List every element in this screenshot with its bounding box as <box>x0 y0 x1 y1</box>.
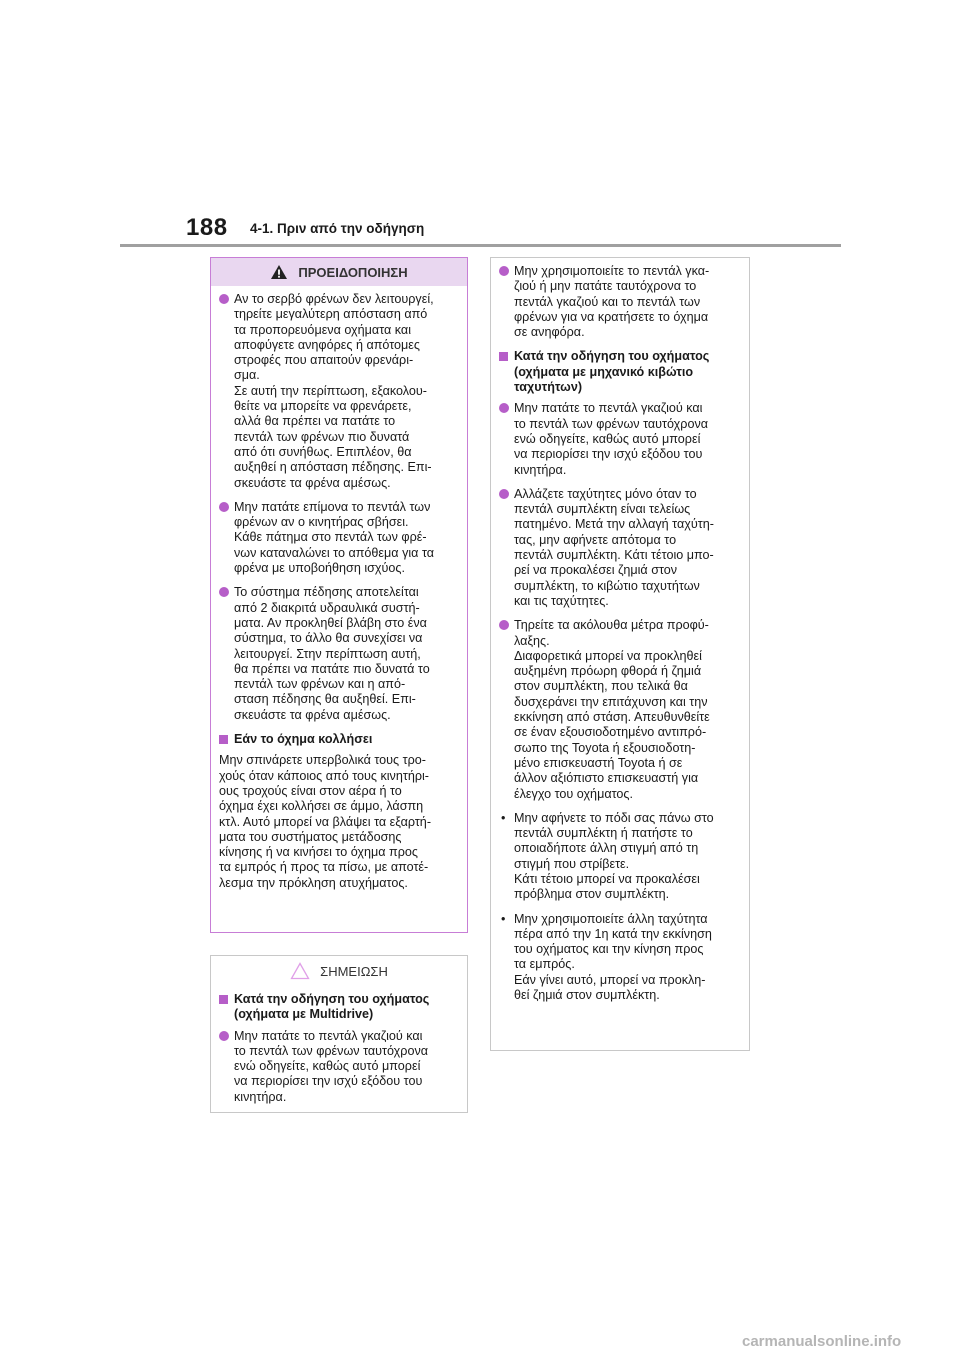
text-line: χούς όταν κάποιος από τους κινητήρι- <box>219 768 429 783</box>
warning-content <box>211 286 467 891</box>
list-item <box>499 811 741 903</box>
text-line: συμπλέκτη, το κιβώτιο ταχυτήτων <box>514 578 700 593</box>
text-line: εκκίνηση από στάση. Απευθυνθείτε <box>514 710 710 725</box>
warning-title: ΠΡΟΕΙΔΟΠΟΙΗΣΗ <box>298 264 408 280</box>
list-item <box>219 585 459 723</box>
text-line: σκευάστε τα φρένα αμέσως. <box>234 707 391 722</box>
text-line: πεντάλ γκαζιού και το πεντάλ των <box>514 294 701 309</box>
round-bullet-icon <box>499 620 509 630</box>
text-line: σύστημα, το άλλο θα συνεχίσει να <box>234 631 423 646</box>
small-dot-bullet-icon: • <box>501 911 506 926</box>
text-line: φρένα με υποβοήθηση ισχύος. <box>234 561 405 576</box>
text-line: αυξηθεί η απόσταση πέδησης. Επι- <box>234 460 432 475</box>
text-line: φρένων αν ο κινητήρας σβήσει. <box>234 515 409 530</box>
list-item <box>219 1029 459 1105</box>
right-content <box>491 258 749 1003</box>
paragraph <box>219 753 459 891</box>
page-number: 188 <box>186 214 228 241</box>
text-line: ματα. Αν προκληθεί βλάβη στο ένα <box>234 615 427 630</box>
text-line: θα πρέπει να πατάτε πιο δυνατά το <box>234 661 430 676</box>
text-line: ματα του συστήματος μετάδοσης <box>219 829 402 844</box>
text-line: το πεντάλ των φρένων ταυτόχρονα <box>514 416 709 431</box>
text-line: λαξης. <box>514 633 550 648</box>
square-bullet-icon <box>499 352 508 361</box>
warning-header <box>211 258 467 286</box>
text-line: τηρείτε μεγαλύτερη απόσταση από <box>234 307 428 322</box>
caution-triangle-icon <box>290 962 310 980</box>
note-content <box>211 986 467 1105</box>
text-line: Μην πατάτε επίμονα το πεντάλ των <box>234 499 431 514</box>
text-line: φρένων για να κρατήσετε το όχημα <box>514 309 709 324</box>
text-line: αποφύγετε ανηφόρες ή απότομες <box>234 337 420 352</box>
text-line: σε έναν εξουσιοδοτημένο αντιπρό- <box>514 725 707 740</box>
text-line: σκευάστε τα φρένα αμέσως. <box>234 475 391 490</box>
round-bullet-icon <box>499 266 509 276</box>
text-line: κινητήρα. <box>234 1089 287 1104</box>
text-line: (οχήματα με Multidrive) <box>234 1007 374 1022</box>
text-line: πεντάλ συμπλέκτη. Κάτι τέτοιο μπο- <box>514 548 714 563</box>
text-line: Εάν το όχημα κολλήσει <box>234 732 373 747</box>
text-line: πεντάλ συμπλέκτη είναι τελείως <box>514 502 691 517</box>
text-line: στιγμή που στρίβετε. <box>514 856 630 871</box>
round-bullet-icon <box>219 502 229 512</box>
round-bullet-icon <box>219 587 229 597</box>
round-bullet-icon <box>499 403 509 413</box>
list-item <box>499 401 741 477</box>
text-line: να περιορίσει την ισχύ εξόδου του <box>514 447 703 462</box>
text-line: Μην χρησιμοποιείτε το πεντάλ γκα- <box>514 264 710 278</box>
text-line: πεντάλ των φρένων πιο δυνατά <box>234 429 410 444</box>
text-line: Το σύστημα πέδησης αποτελείται <box>234 585 419 600</box>
text-line: τα προπορευόμενα οχήματα και <box>234 322 412 337</box>
text-line: κτλ. Αυτό μπορεί να βλάψει τα εξαρτή- <box>219 814 432 829</box>
text-line: να περιορίσει την ισχύ εξόδου του <box>234 1074 423 1089</box>
text-line: σε ανηφόρα. <box>514 325 585 340</box>
right-column-box <box>490 257 750 1051</box>
text-line: άλλον αξιόπιστο επισκευαστή για <box>514 771 699 786</box>
list-item <box>219 292 459 491</box>
subheading <box>219 732 459 747</box>
text-line: κινητήρα. <box>514 462 567 477</box>
text-line: Κατά την οδήγηση του οχήματος <box>234 992 430 1006</box>
text-line: Κατά την οδήγηση του οχήματος <box>514 349 710 364</box>
round-bullet-icon <box>219 294 229 304</box>
text-line: σταση πέδησης θα αυξηθεί. Επι- <box>234 692 416 707</box>
list-item <box>499 912 741 1004</box>
list-item <box>219 500 459 576</box>
text-line: πεντάλ συμπλέκτη ή πατήστε το <box>514 826 693 841</box>
text-line: από 2 διακριτά υδραυλικά συστή- <box>234 600 420 615</box>
text-line: τα εμπρός ή προς τα πίσω, με αποτέ- <box>219 860 429 875</box>
text-line: στροφές που απαιτούν φρενάρι- <box>234 353 414 368</box>
note-title: ΣΗΜΕΙΩΣΗ <box>320 963 388 979</box>
text-line: τα εμπρός. <box>514 957 575 972</box>
square-bullet-icon <box>219 995 228 1004</box>
text-line: του οχήματος και την κίνηση προς <box>514 942 704 957</box>
text-line: ους τροχούς είναι στον αέρα ή το <box>219 783 402 798</box>
text-line: έλεγχο του οχήματος. <box>514 786 633 801</box>
text-line: μένο επισκευαστή Toyota ή σε <box>514 755 683 770</box>
warning-triangle-icon <box>270 264 288 280</box>
text-line: Μην πατάτε το πεντάλ γκαζιού και <box>234 1028 423 1043</box>
text-line: Μην σπινάρετε υπερβολικά τους τρο- <box>219 753 426 768</box>
text-line: θείτε να μπορείτε να φρενάρετε, <box>234 399 412 414</box>
round-bullet-icon <box>499 489 509 499</box>
text-line: ενώ οδηγείτε, καθώς αυτό μπορεί <box>514 431 701 446</box>
text-line: το πεντάλ των φρένων ταυτόχρονα <box>234 1043 429 1058</box>
text-line: Κάτι τέτοιο μπορεί να προκαλέσει <box>514 871 700 886</box>
text-line: λειτουργεί. Στην περίπτωση αυτή, <box>234 646 421 661</box>
text-line: αυξημένη πρόωρη φθορά ή ζημιά <box>514 664 702 679</box>
list-item <box>499 264 741 340</box>
text-line: ζιού ή μην πατάτε ταυτόχρονα το <box>514 279 697 294</box>
text-line: σμα. <box>234 368 260 383</box>
section-title: 4-1. Πριν από την οδήγηση <box>250 221 425 236</box>
text-line: Διαφορετικά μπορεί να προκληθεί <box>514 648 702 663</box>
text-line: ρεί να προκαλέσει ζημιά στον <box>514 563 678 578</box>
subheading <box>499 349 741 395</box>
text-line: Αν το σερβό φρένων δεν λειτουργεί, <box>234 292 434 306</box>
text-line: όχημα έχει κολλήσει σε άμμο, λάσπη <box>219 799 424 814</box>
text-line: νων καταναλώνει το απόθεμα για τα <box>234 545 435 560</box>
text-line: Μην αφήνετε το πόδι σας πάνω στο <box>514 810 714 825</box>
round-bullet-icon <box>219 1031 229 1041</box>
text-line: οποιαδήποτε άλλη στιγμή από τη <box>514 841 699 856</box>
text-line: στον συμπλέκτη, που τελικά θα <box>514 679 688 694</box>
text-line: δυσχεράνει την επιτάχυνση και την <box>514 694 708 709</box>
text-line: πατημένο. Μετά την αλλαγή ταχύτη- <box>514 517 714 532</box>
list-item <box>499 487 741 609</box>
note-box <box>210 955 468 1113</box>
note-header <box>211 956 467 986</box>
text-line: Εάν γίνει αυτό, μπορεί να προκλη- <box>514 972 706 987</box>
square-bullet-icon <box>219 735 228 744</box>
text-line: τας, μην αφήνετε απότομα το <box>514 532 677 547</box>
text-line: θεί ζημιά στον συμπλέκτη. <box>514 988 660 1003</box>
text-line: (οχήματα με μηχανικό κιβώτιο <box>514 364 694 379</box>
header-rule <box>120 244 841 247</box>
text-line: ταχυτήτων) <box>514 380 583 395</box>
text-line: Κάθε πάτημα στο πεντάλ των φρέ- <box>234 530 427 545</box>
list-item <box>499 618 741 802</box>
text-line: αλλά θα πρέπει να πατάτε το <box>234 414 396 429</box>
warning-box <box>210 257 468 933</box>
watermark: carmanualsonline.info <box>742 1333 902 1350</box>
text-line: Μην πατάτε το πεντάλ γκαζιού και <box>514 401 703 416</box>
text-line: Σε αυτή την περίπτωση, εξακολου- <box>234 383 427 398</box>
text-line: Αλλάζετε ταχύτητες μόνο όταν το <box>514 486 697 501</box>
text-line: λεσμα την πρόκληση ατυχήματος. <box>219 875 408 890</box>
text-line: πεντάλ των φρένων και η από- <box>234 677 406 692</box>
text-line: Τηρείτε τα ακόλουθα μέτρα προφύ- <box>514 618 709 633</box>
text-line: κίνησης ή να κινήσει το όχημα προς <box>219 845 418 860</box>
text-line: πρόβλημα στον συμπλέκτη. <box>514 887 670 902</box>
text-line: από ότι συνήθως. Επιπλέον, θα <box>234 444 412 459</box>
text-line: ενώ οδηγείτε, καθώς αυτό μπορεί <box>234 1059 421 1074</box>
text-line: Μην χρησιμοποιείτε άλλη ταχύτητα <box>514 911 708 926</box>
subheading <box>219 992 459 1023</box>
text-line: και τις ταχύτητες. <box>514 593 609 608</box>
text-line: πέρα από την 1η κατά την εκκίνηση <box>514 926 712 941</box>
small-dot-bullet-icon: • <box>501 810 506 825</box>
text-line: σωπο της Toyota ή εξουσιοδοτη- <box>514 740 696 755</box>
